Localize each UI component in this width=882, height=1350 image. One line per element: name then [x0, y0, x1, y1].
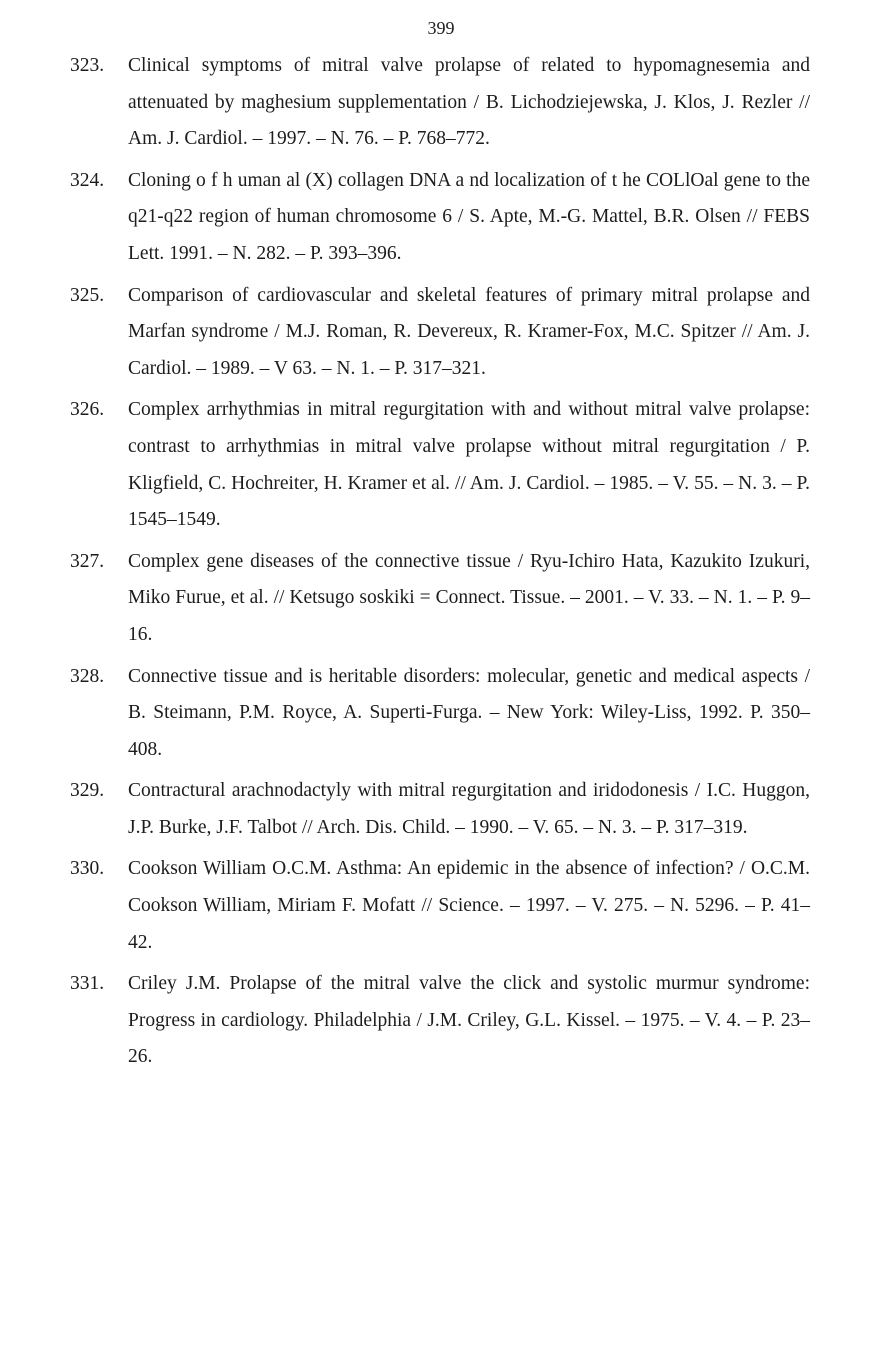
page-number: 399 — [427, 18, 455, 38]
reference-number: 328. — [70, 665, 105, 687]
reference-item — [70, 851, 810, 961]
reference-item — [70, 48, 810, 158]
reference-item — [70, 392, 810, 538]
reference-item — [70, 163, 810, 273]
reference-text: Criley J.M. Prolapse of the mitral valve the click and systolic murmur syndrome: Progress in cardiology. Philadelphia / J.M. Criley, G.L. Kissel. – 1975. – V. 4. – P. 23–26. — [128, 973, 810, 1068]
reference-item — [70, 773, 810, 846]
reference-list — [70, 48, 810, 1081]
reference-number: 324. — [70, 169, 105, 191]
reference-text: Complex arrhythmias in mitral regurgitation with and without mitral valve prolapse: contrast to arrhythmias in mitral valve prolapse without mitral regurgitation / P. Kligfield, C. Hochreiter, H. Kramer et al. // Am. J. Cardiol. – 1985. – V. 55. – N. 3. – P. 1545–1549. — [128, 399, 810, 531]
reference-text: Clinical symptoms of mitral valve prolapse of related to hypomagnesemia and attenuated by maghesium supplementation / B. Lichodziejewska, J. Klos, J. Rezler // Am. J. Cardiol. – 1997. – N. 76. – P. 768–772. — [128, 55, 810, 150]
reference-number: 323. — [70, 55, 105, 76]
reference-number: 329. — [70, 780, 105, 802]
reference-item — [70, 544, 810, 654]
reference-item — [70, 278, 810, 388]
reference-text: Cloning o f h uman al (X) collagen DNA a nd localization of t he COLlOal gene to the q21-q22 region of human chromosome 6 / S. Apte, M.-G. Mattel, B.R. Olsen // FEBS Lett. 1991. – N. 282. – P. 393–396. — [128, 169, 810, 264]
reference-item — [70, 659, 810, 769]
reference-text: Contractural arachnodactyly with mitral regurgitation and iridodonesis / I.C. Huggon, J.P. Burke, J.F. Talbot // Arch. Dis. Child. – 1990. – V. 65. – N. 3. – P. 317–319. — [128, 780, 810, 838]
reference-number: 325. — [70, 284, 105, 306]
reference-number: 326. — [70, 399, 105, 421]
reference-number: 330. — [70, 858, 105, 880]
reference-text: Comparison of cardiovascular and skeletal features of primary mitral prolapse and Marfan syndrome / M.J. Roman, R. Devereux, R. Kramer-Fox, M.C. Spitzer // Am. J. Cardiol. – 1989. – V 63. – N. 1. – P. 317–321. — [128, 284, 810, 379]
reference-item — [70, 966, 810, 1076]
reference-number: 331. — [70, 973, 105, 995]
reference-text: Connective tissue and is heritable disorders: molecular, genetic and medical aspects / B. Steimann, P.M. Royce, A. Superti-Furga. – New York: Wiley-Liss, 1992. P. 350–408. — [128, 665, 810, 760]
reference-text: Complex gene diseases of the connective tissue / Ryu-Ichiro Hata, Kazukito Izukuri, Miko Furue, et al. // Ketsugo soskiki = Connect. Tissue. – 2001. – V. 33. – N. 1. – P. 9–16. — [128, 550, 810, 645]
reference-text: Cookson William O.C.M. Asthma: An epidemic in the absence of infection? / O.C.M. Cookson William, Miriam F. Mofatt // Science. – 1997. – V. 275. – N. 5296. – P. 41–42. — [128, 858, 810, 953]
reference-number: 327. — [70, 550, 105, 572]
